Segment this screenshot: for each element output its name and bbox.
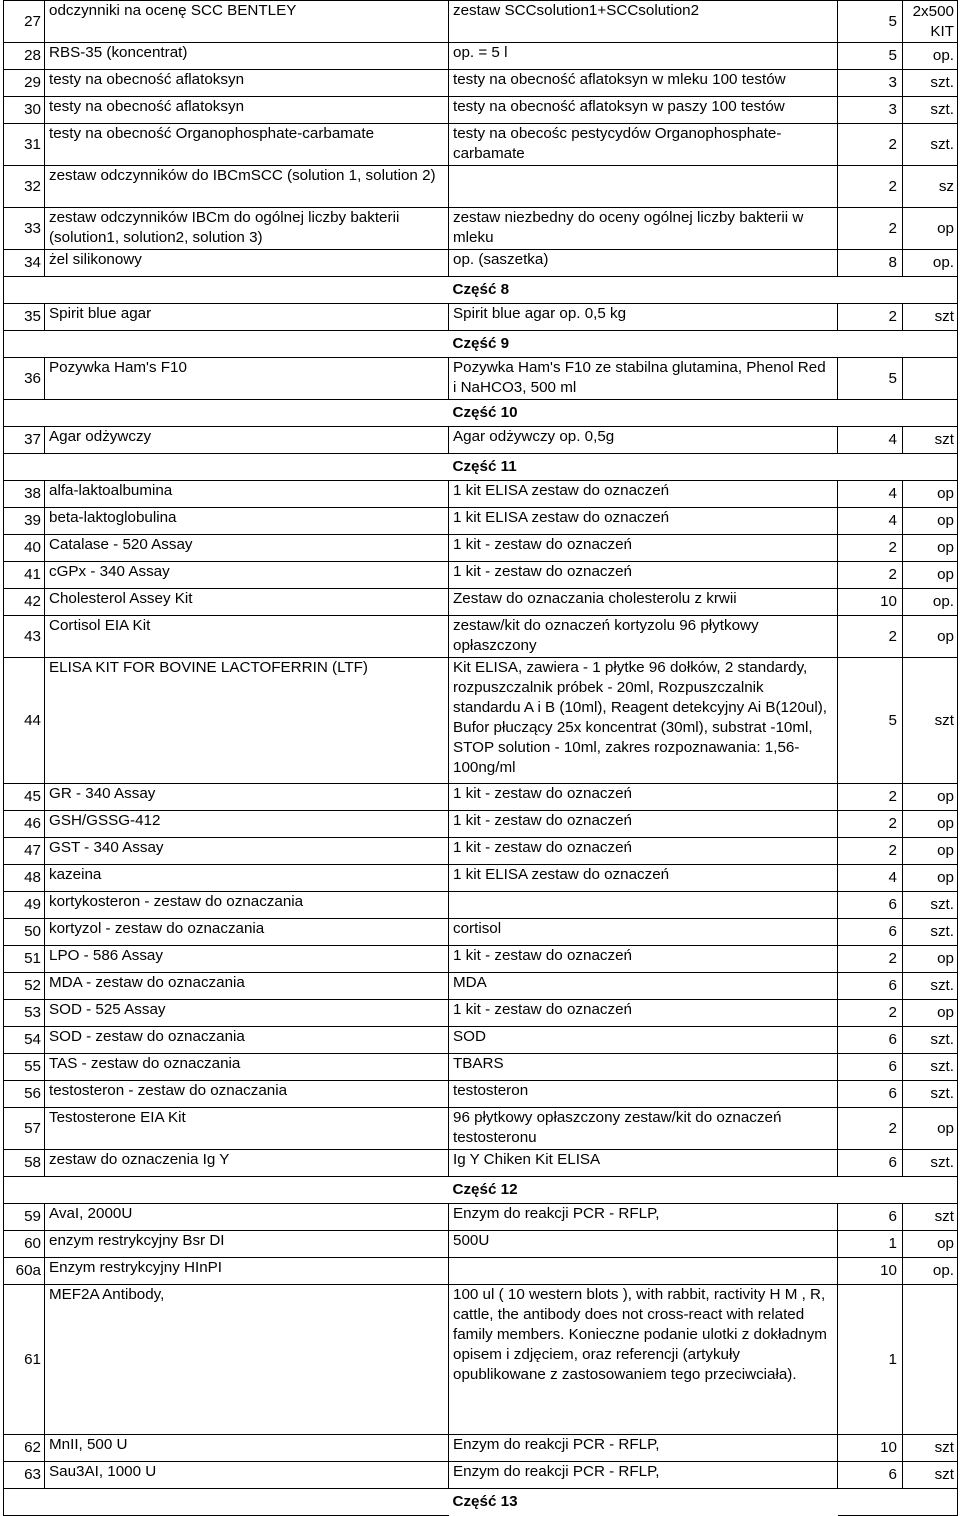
- item-unit: op: [903, 811, 958, 838]
- item-quantity: 2: [838, 616, 903, 658]
- item-quantity: 2: [838, 1000, 903, 1027]
- row-number: 28: [4, 43, 45, 70]
- row-number: 36: [4, 358, 45, 400]
- section-blank-cell: [45, 331, 449, 358]
- section-number-cell: [4, 331, 45, 358]
- section-blank-cell: [45, 400, 449, 427]
- item-description: MDA: [449, 973, 838, 1000]
- item-name: enzym restrykcyjny Bsr DI: [45, 1231, 449, 1258]
- item-unit: szt.: [903, 973, 958, 1000]
- row-number: 38: [4, 481, 45, 508]
- item-unit: szt.: [903, 97, 958, 124]
- item-quantity: 10: [838, 589, 903, 616]
- item-name: żel silikonowy: [45, 250, 449, 277]
- row-number: 43: [4, 616, 45, 658]
- item-name: testy na obecność aflatoksyn: [45, 97, 449, 124]
- section-title: Część 12: [452, 1181, 518, 1198]
- item-description: testosteron: [449, 1081, 838, 1108]
- section-blank-cell: [838, 331, 903, 358]
- item-unit: [903, 358, 958, 400]
- item-name: zestaw odczynników do IBCmSCC (solution 1, solution 2): [45, 166, 449, 208]
- item-name: Testosterone EIA Kit: [45, 1108, 449, 1150]
- section-header-row: [4, 400, 958, 427]
- item-unit: op: [903, 1231, 958, 1258]
- item-unit: 2x500 KIT: [903, 1, 958, 43]
- row-number: 35: [4, 304, 45, 331]
- item-name: GSH/GSSG-412: [45, 811, 449, 838]
- item-unit: op.: [903, 250, 958, 277]
- section-blank-cell: [45, 277, 449, 304]
- item-name: ELISA KIT FOR BOVINE LACTOFERRIN (LTF): [45, 658, 449, 784]
- item-quantity: 2: [838, 562, 903, 589]
- item-description: Kit ELISA, zawiera - 1 płytke 96 dołków, 2 standardy, rozpuszczalnik próbek - 20ml, Rozpuszczalnik standardu A i B (10ml), Reagent detekcyjny Ai B(120ul), Bufor płuczący 25x koncentrat (30ml), substrat -10ml, STOP solution - 10ml, zakres rozpoznawania: 1,56-100ng/ml: [449, 658, 838, 784]
- item-unit: op: [903, 208, 958, 250]
- table-row: [4, 97, 958, 124]
- table-row: [4, 616, 958, 658]
- section-title: Część 9: [452, 335, 510, 352]
- row-number: 60: [4, 1231, 45, 1258]
- row-number: 34: [4, 250, 45, 277]
- item-description: op. = 5 l: [449, 43, 838, 70]
- item-name: GST - 340 Assay: [45, 838, 449, 865]
- item-unit: szt: [903, 1204, 958, 1231]
- section-number-cell: [4, 1177, 45, 1204]
- item-quantity: 6: [838, 1081, 903, 1108]
- row-number: 40: [4, 535, 45, 562]
- item-description: 500U: [449, 1231, 838, 1258]
- item-description: Agar odżywczy op. 0,5g: [449, 427, 838, 454]
- row-number: 55: [4, 1054, 45, 1081]
- item-name: MDA - zestaw do oznaczania: [45, 973, 449, 1000]
- item-description: [449, 166, 838, 208]
- row-number: 39: [4, 508, 45, 535]
- item-unit: szt: [903, 1435, 958, 1462]
- item-quantity: 2: [838, 838, 903, 865]
- item-quantity: 10: [838, 1435, 903, 1462]
- item-description: Pozywka Ham's F10 ze stabilna glutamina, Phenol Red i NaHCO3, 500 ml: [449, 358, 838, 400]
- item-description: 1 kit - zestaw do oznaczeń: [449, 562, 838, 589]
- table-row: [4, 481, 958, 508]
- table-row: [4, 892, 958, 919]
- row-number: 53: [4, 1000, 45, 1027]
- row-number: 62: [4, 1435, 45, 1462]
- item-description: 1 kit ELISA zestaw do oznaczeń: [449, 481, 838, 508]
- item-quantity: 4: [838, 508, 903, 535]
- item-unit: szt.: [903, 70, 958, 97]
- row-number: 59: [4, 1204, 45, 1231]
- item-description: SOD: [449, 1027, 838, 1054]
- item-description: 1 kit - zestaw do oznaczeń: [449, 811, 838, 838]
- item-name: TAS - zestaw do oznaczania: [45, 1054, 449, 1081]
- item-unit: op.: [903, 43, 958, 70]
- item-name: testy na obecność aflatoksyn: [45, 70, 449, 97]
- table-row: [4, 1204, 958, 1231]
- section-blank-cell: [903, 400, 958, 427]
- item-quantity: 4: [838, 865, 903, 892]
- order-table: [3, 0, 958, 1516]
- item-unit: op: [903, 1108, 958, 1150]
- order-table-body: [4, 1, 958, 1516]
- table-row: [4, 562, 958, 589]
- section-title: Część 10: [452, 404, 518, 421]
- item-unit: op: [903, 946, 958, 973]
- item-description: 100 ul ( 10 western blots ), with rabbit, ractivity H M , R, cattle, the antibody does not cross-react with related family members. Konieczne podanie ulotki z dokładnym opisem i zdjęciem, oraz referencji (artykuły opublikowane z zastosowaniem tego przeciwciała).: [449, 1285, 838, 1435]
- table-row: [4, 124, 958, 166]
- table-row: [4, 784, 958, 811]
- item-unit: szt.: [903, 1081, 958, 1108]
- table-row: [4, 43, 958, 70]
- row-number: 60a: [4, 1258, 45, 1285]
- item-name: Enzym restrykcyjny HInPI: [45, 1258, 449, 1285]
- row-number: 31: [4, 124, 45, 166]
- item-unit: op.: [903, 1258, 958, 1285]
- item-name: Cortisol EIA Kit: [45, 616, 449, 658]
- item-description: testy na obecność aflatoksyn w paszy 100 testów: [449, 97, 838, 124]
- item-unit: op: [903, 616, 958, 658]
- item-quantity: 2: [838, 1108, 903, 1150]
- table-row: [4, 70, 958, 97]
- item-name: zestaw odczynników IBCm do ogólnej liczby bakterii (solution1, solution2, solution 3): [45, 208, 449, 250]
- row-number: 30: [4, 97, 45, 124]
- section-blank-cell: [45, 454, 449, 481]
- item-description: Enzym do reakcji PCR - RFLP,: [449, 1462, 838, 1489]
- table-row: [4, 1108, 958, 1150]
- item-unit: op: [903, 784, 958, 811]
- item-unit: [903, 1285, 958, 1435]
- item-unit: op: [903, 562, 958, 589]
- row-number: 49: [4, 892, 45, 919]
- row-number: 57: [4, 1108, 45, 1150]
- item-name: testosteron - zestaw do oznaczania: [45, 1081, 449, 1108]
- item-quantity: 6: [838, 973, 903, 1000]
- row-number: 45: [4, 784, 45, 811]
- item-quantity: 8: [838, 250, 903, 277]
- item-name: cGPx - 340 Assay: [45, 562, 449, 589]
- section-blank-cell: [838, 400, 903, 427]
- table-row: [4, 508, 958, 535]
- row-number: 51: [4, 946, 45, 973]
- item-description: Enzym do reakcji PCR - RFLP,: [449, 1435, 838, 1462]
- section-number-cell: [4, 277, 45, 304]
- item-description: Ig Y Chiken Kit ELISA: [449, 1150, 838, 1177]
- item-name: testy na obecność Organophosphate-carbamate: [45, 124, 449, 166]
- item-unit: szt.: [903, 892, 958, 919]
- item-unit: op.: [903, 589, 958, 616]
- item-unit: op: [903, 535, 958, 562]
- table-row: [4, 589, 958, 616]
- item-quantity: 4: [838, 481, 903, 508]
- table-row: [4, 1150, 958, 1177]
- item-description: zestaw niezbedny do oceny ogólnej liczby bakterii w mleku: [449, 208, 838, 250]
- item-description: testy na obecność aflatoksyn w mleku 100 testów: [449, 70, 838, 97]
- item-description: [449, 892, 838, 919]
- section-blank-cell: [903, 277, 958, 304]
- item-quantity: 2: [838, 208, 903, 250]
- item-quantity: 2: [838, 166, 903, 208]
- section-header-row: [4, 277, 958, 304]
- item-name: Agar odżywczy: [45, 427, 449, 454]
- item-quantity: 6: [838, 892, 903, 919]
- item-name: Pozywka Ham's F10: [45, 358, 449, 400]
- table-row: [4, 1258, 958, 1285]
- item-unit: op: [903, 1000, 958, 1027]
- section-header-row: [4, 1177, 958, 1204]
- row-number: 58: [4, 1150, 45, 1177]
- item-name: MEF2A Antibody,: [45, 1285, 449, 1435]
- item-quantity: 2: [838, 946, 903, 973]
- table-row: [4, 427, 958, 454]
- item-quantity: 3: [838, 97, 903, 124]
- table-row: [4, 1000, 958, 1027]
- item-unit: szt: [903, 1462, 958, 1489]
- item-quantity: 2: [838, 124, 903, 166]
- table-row: [4, 811, 958, 838]
- item-description: testy na obecośc pestycydów Organophosphate-carbamate: [449, 124, 838, 166]
- table-row: [4, 865, 958, 892]
- item-quantity: 10: [838, 1258, 903, 1285]
- item-description: 1 kit ELISA zestaw do oznaczeń: [449, 508, 838, 535]
- item-description: 1 kit - zestaw do oznaczeń: [449, 838, 838, 865]
- item-quantity: 4: [838, 427, 903, 454]
- item-name: MnII, 500 U: [45, 1435, 449, 1462]
- item-name: odczynniki na ocenę SCC BENTLEY: [45, 1, 449, 43]
- item-description: zestaw SCCsolution1+SCCsolution2: [449, 1, 838, 43]
- item-description: 96 płytkowy opłaszczony zestaw/kit do oznaczeń testosteronu: [449, 1108, 838, 1150]
- item-quantity: 6: [838, 1027, 903, 1054]
- table-row: [4, 208, 958, 250]
- item-quantity: 2: [838, 535, 903, 562]
- section-blank-cell: [903, 331, 958, 358]
- table-row: [4, 166, 958, 208]
- table-row: [4, 535, 958, 562]
- item-name: RBS-35 (koncentrat): [45, 43, 449, 70]
- item-name: SOD - 525 Assay: [45, 1000, 449, 1027]
- section-number-cell: [4, 1489, 45, 1516]
- section-blank-cell: [903, 1177, 958, 1204]
- item-unit: szt.: [903, 1054, 958, 1081]
- item-name: alfa-laktoalbumina: [45, 481, 449, 508]
- item-name: zestaw do oznaczenia Ig Y: [45, 1150, 449, 1177]
- row-number: 42: [4, 589, 45, 616]
- item-name: AvaI, 2000U: [45, 1204, 449, 1231]
- item-quantity: 5: [838, 358, 903, 400]
- row-number: 52: [4, 973, 45, 1000]
- item-quantity: 2: [838, 304, 903, 331]
- table-row: [4, 358, 958, 400]
- table-row: [4, 250, 958, 277]
- section-title: Część 8: [452, 281, 510, 298]
- item-unit: szt.: [903, 1150, 958, 1177]
- table-row: [4, 1462, 958, 1489]
- item-name: Catalase - 520 Assay: [45, 535, 449, 562]
- item-quantity: 1: [838, 1285, 903, 1435]
- table-row: [4, 946, 958, 973]
- section-header-row: [4, 454, 958, 481]
- table-row: [4, 973, 958, 1000]
- item-name: LPO - 586 Assay: [45, 946, 449, 973]
- table-row: [4, 1435, 958, 1462]
- item-quantity: 5: [838, 43, 903, 70]
- section-number-cell: [4, 400, 45, 427]
- item-name: kortykosteron - zestaw do oznaczania: [45, 892, 449, 919]
- row-number: 50: [4, 919, 45, 946]
- item-description: 1 kit - zestaw do oznaczeń: [449, 946, 838, 973]
- row-number: 33: [4, 208, 45, 250]
- item-unit: szt.: [903, 919, 958, 946]
- item-unit: szt: [903, 304, 958, 331]
- row-number: 46: [4, 811, 45, 838]
- item-unit: op: [903, 481, 958, 508]
- item-name: GR - 340 Assay: [45, 784, 449, 811]
- item-quantity: 6: [838, 1462, 903, 1489]
- section-header-row: [4, 1489, 958, 1516]
- item-quantity: 6: [838, 1150, 903, 1177]
- section-blank-cell: [838, 1177, 903, 1204]
- row-number: 37: [4, 427, 45, 454]
- table-row: [4, 919, 958, 946]
- item-description: TBARS: [449, 1054, 838, 1081]
- section-number-cell: [4, 454, 45, 481]
- item-description: [449, 1258, 838, 1285]
- item-unit: szt.: [903, 124, 958, 166]
- row-number: 32: [4, 166, 45, 208]
- section-blank-cell: [903, 1489, 958, 1516]
- table-row: [4, 1, 958, 43]
- item-quantity: 2: [838, 811, 903, 838]
- row-number: 27: [4, 1, 45, 43]
- section-title: Część 11: [452, 458, 517, 475]
- item-description: cortisol: [449, 919, 838, 946]
- row-number: 47: [4, 838, 45, 865]
- item-quantity: 6: [838, 919, 903, 946]
- item-quantity: 2: [838, 784, 903, 811]
- item-quantity: 5: [838, 1, 903, 43]
- item-unit: szt.: [903, 1027, 958, 1054]
- item-quantity: 6: [838, 1204, 903, 1231]
- section-blank-cell: [45, 1177, 449, 1204]
- section-blank-cell: [838, 454, 903, 481]
- section-blank-cell: [45, 1489, 449, 1516]
- table-row: [4, 658, 958, 784]
- section-blank-cell: [838, 1489, 903, 1516]
- section-header-row: [4, 331, 958, 358]
- row-number: 44: [4, 658, 45, 784]
- row-number: 56: [4, 1081, 45, 1108]
- item-description: Enzym do reakcji PCR - RFLP,: [449, 1204, 838, 1231]
- item-description: Zestaw do oznaczania cholesterolu z krwii: [449, 589, 838, 616]
- item-description: 1 kit - zestaw do oznaczeń: [449, 1000, 838, 1027]
- item-unit: sz: [903, 166, 958, 208]
- table-row: [4, 1081, 958, 1108]
- section-blank-cell: [838, 277, 903, 304]
- row-number: 48: [4, 865, 45, 892]
- table-row: [4, 1231, 958, 1258]
- item-name: SOD - zestaw do oznaczania: [45, 1027, 449, 1054]
- table-row: [4, 838, 958, 865]
- item-unit: op: [903, 865, 958, 892]
- item-name: kortyzol - zestaw do oznaczania: [45, 919, 449, 946]
- item-name: Sau3AI, 1000 U: [45, 1462, 449, 1489]
- item-name: kazeina: [45, 865, 449, 892]
- item-quantity: 1: [838, 1231, 903, 1258]
- item-description: 1 kit - zestaw do oznaczeń: [449, 535, 838, 562]
- table-row: [4, 1054, 958, 1081]
- section-blank-cell: [903, 454, 958, 481]
- item-description: 1 kit ELISA zestaw do oznaczeń: [449, 865, 838, 892]
- section-title: Część 13: [452, 1493, 518, 1511]
- item-unit: op: [903, 838, 958, 865]
- item-name: Cholesterol Assey Kit: [45, 589, 449, 616]
- item-description: 1 kit - zestaw do oznaczeń: [449, 784, 838, 811]
- row-number: 41: [4, 562, 45, 589]
- item-description: zestaw/kit do oznaczeń kortyzolu 96 płytkowy opłaszczony: [449, 616, 838, 658]
- item-quantity: 3: [838, 70, 903, 97]
- item-name: beta-laktoglobulina: [45, 508, 449, 535]
- item-unit: op: [903, 508, 958, 535]
- table-row: [4, 304, 958, 331]
- table-row: [4, 1027, 958, 1054]
- row-number: 29: [4, 70, 45, 97]
- item-description: op. (saszetka): [449, 250, 838, 277]
- row-number: 54: [4, 1027, 45, 1054]
- item-unit: szt: [903, 427, 958, 454]
- item-name: Spirit blue agar: [45, 304, 449, 331]
- table-row: [4, 1285, 958, 1435]
- item-quantity: 5: [838, 658, 903, 784]
- row-number: 63: [4, 1462, 45, 1489]
- item-description: Spirit blue agar op. 0,5 kg: [449, 304, 838, 331]
- item-quantity: 6: [838, 1054, 903, 1081]
- row-number: 61: [4, 1285, 45, 1435]
- item-unit: szt: [903, 658, 958, 784]
